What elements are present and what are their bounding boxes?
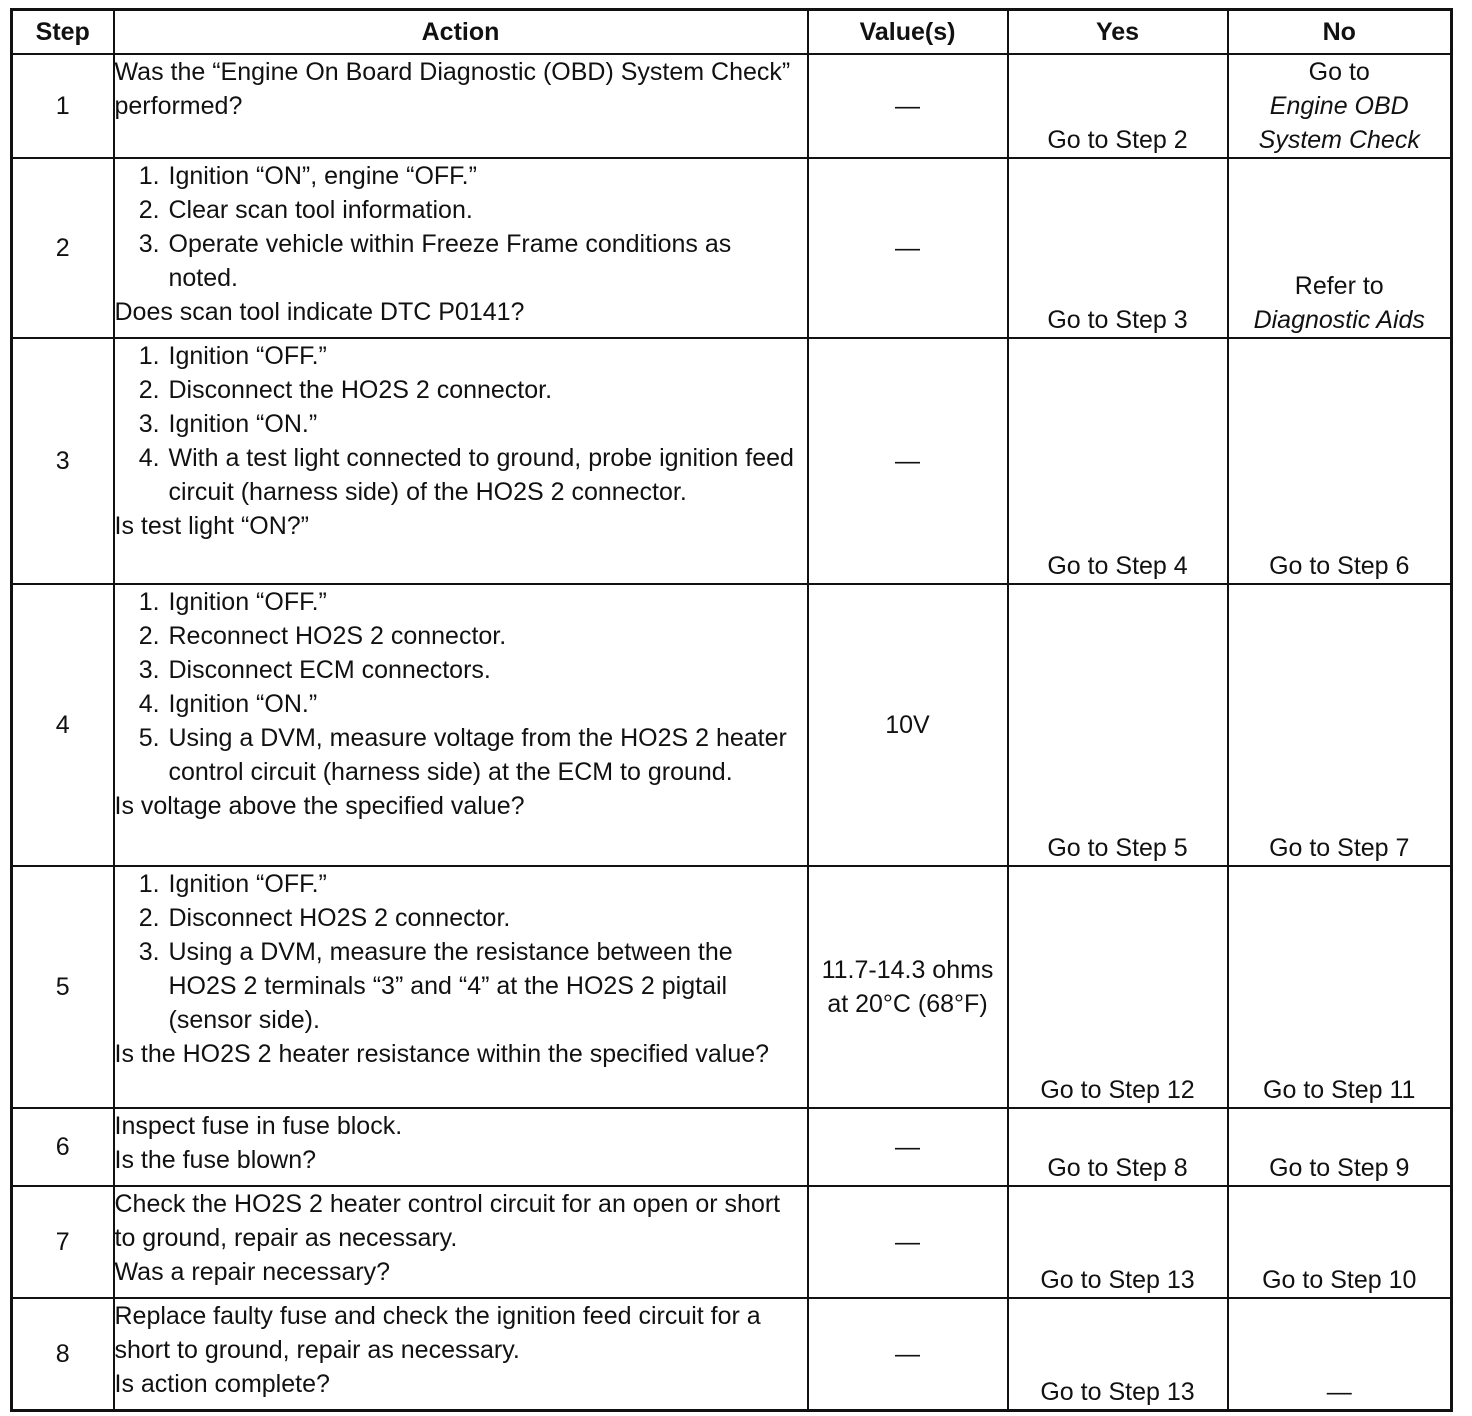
action-step-item: 1. Ignition “OFF.” — [167, 867, 807, 901]
step-number: 6 — [12, 1108, 114, 1186]
action-cell — [114, 338, 808, 584]
action-cell — [114, 1186, 808, 1298]
no-result-reference: Diagnostic Aids — [1253, 306, 1425, 334]
yes-result: Go to Step 12 — [1008, 866, 1228, 1108]
table-row — [12, 158, 1452, 338]
value-cell: — — [808, 54, 1008, 158]
table-row — [12, 584, 1452, 866]
value-cell: — — [808, 158, 1008, 338]
action-intro: Was the “Engine On Board Diagnostic (OBD) System Check” performed? — [114, 58, 791, 120]
no-result-text: Refer to — [1294, 272, 1384, 300]
action-steps-list — [115, 339, 807, 509]
action-question: Is the HO2S 2 heater resistance within the specified value? — [114, 1040, 770, 1068]
action-intro: Inspect fuse in fuse block. — [114, 1112, 403, 1140]
step-number: 7 — [12, 1186, 114, 1298]
action-question: Does scan tool indicate DTC P0141? — [114, 298, 525, 326]
action-steps-list — [115, 585, 807, 789]
action-step-item: 4. With a test light connected to ground, probe ignition feed circuit (harness side) of the HO2S 2 connector. — [167, 441, 807, 509]
step-number: 2 — [12, 158, 114, 338]
action-step-item: 3. Disconnect ECM connectors. — [167, 653, 807, 687]
header-no: No — [1228, 10, 1452, 55]
step-number: 5 — [12, 866, 114, 1108]
no-result — [1228, 1186, 1452, 1298]
action-intro: Replace faulty fuse and check the ignition feed circuit for a short to ground, repair as necessary. — [114, 1302, 761, 1364]
table-row — [12, 54, 1452, 158]
action-step-item: 1. Ignition “OFF.” — [167, 585, 807, 619]
no-result-text: Go to Step 7 — [1269, 834, 1410, 862]
value-cell: — — [808, 1108, 1008, 1186]
table-row — [12, 1298, 1452, 1410]
no-result-text: Go to Step 9 — [1269, 1154, 1410, 1182]
action-cell — [114, 1108, 808, 1186]
yes-result: Go to Step 13 — [1008, 1298, 1228, 1410]
no-result-reference: Engine OBD System Check — [1258, 92, 1420, 154]
no-result-text: — — [1326, 1377, 1352, 1406]
table-row — [12, 866, 1452, 1108]
header-row — [12, 10, 1452, 55]
value-cell: — — [808, 338, 1008, 584]
action-step-item: 2. Reconnect HO2S 2 connector. — [167, 619, 807, 653]
action-cell — [114, 1298, 808, 1410]
action-step-item: 5. Using a DVM, measure voltage from the HO2S 2 heater control circuit (harness side) at the ECM to ground. — [167, 721, 807, 789]
yes-result: Go to Step 3 — [1008, 158, 1228, 338]
action-cell — [114, 158, 808, 338]
value-cell: — — [808, 1186, 1008, 1298]
no-result — [1228, 158, 1452, 338]
step-number: 4 — [12, 584, 114, 866]
yes-result: Go to Step 8 — [1008, 1108, 1228, 1186]
action-step-item: 4. Ignition “ON.” — [167, 687, 807, 721]
action-cell — [114, 866, 808, 1108]
no-result-text: Go to Step 10 — [1262, 1266, 1417, 1294]
action-step-item: 1. Ignition “ON”, engine “OFF.” — [167, 159, 807, 193]
step-number: 1 — [12, 54, 114, 158]
header-action: Action — [114, 10, 808, 55]
no-result — [1228, 54, 1452, 158]
action-intro: Check the HO2S 2 heater control circuit for an open or short to ground, repair as necessary. — [114, 1190, 781, 1252]
action-step-item: 3. Ignition “ON.” — [167, 407, 807, 441]
value-cell: — — [808, 1298, 1008, 1410]
action-cell — [114, 54, 808, 158]
value-cell: 10V — [808, 584, 1008, 866]
value-cell: 11.7-14.3 ohms at 20°C (68°F) — [808, 866, 1008, 1108]
no-result — [1228, 1108, 1452, 1186]
action-question: Is action complete? — [114, 1370, 330, 1398]
step-number: 3 — [12, 338, 114, 584]
step-number: 8 — [12, 1298, 114, 1410]
diagnostic-table — [10, 8, 1453, 1412]
action-step-item: 2. Clear scan tool information. — [167, 193, 807, 227]
action-question: Was a repair necessary? — [114, 1258, 391, 1286]
action-step-item: 1. Ignition “OFF.” — [167, 339, 807, 373]
action-step-item: 3. Operate vehicle within Freeze Frame conditions as noted. — [167, 227, 807, 295]
header-yes: Yes — [1008, 10, 1228, 55]
action-steps-list — [115, 159, 807, 295]
header-values: Value(s) — [808, 10, 1008, 55]
action-question: Is test light “ON?” — [114, 512, 309, 540]
header-step: Step — [12, 10, 114, 55]
no-result-text: Go to — [1308, 58, 1370, 86]
yes-result: Go to Step 4 — [1008, 338, 1228, 584]
table-row — [12, 1108, 1452, 1186]
no-result — [1228, 866, 1452, 1108]
action-step-item: 3. Using a DVM, measure the resistance between the HO2S 2 terminals “3” and “4” at the HO2S 2 pigtail (sensor side). — [167, 935, 807, 1037]
action-question: Is the fuse blown? — [114, 1146, 317, 1174]
no-result-text: Go to Step 11 — [1263, 1076, 1416, 1104]
action-question: Is voltage above the specified value? — [114, 792, 525, 820]
action-step-item: 2. Disconnect HO2S 2 connector. — [167, 901, 807, 935]
yes-result: Go to Step 2 — [1008, 54, 1228, 158]
table-row — [12, 338, 1452, 584]
no-result — [1228, 584, 1452, 866]
action-steps-list — [115, 867, 807, 1037]
action-cell — [114, 584, 808, 866]
no-result — [1228, 338, 1452, 584]
no-result — [1228, 1298, 1452, 1410]
no-result-text: Go to Step 6 — [1269, 552, 1410, 580]
yes-result: Go to Step 5 — [1008, 584, 1228, 866]
table-row — [12, 1186, 1452, 1298]
action-step-item: 2. Disconnect the HO2S 2 connector. — [167, 373, 807, 407]
yes-result: Go to Step 13 — [1008, 1186, 1228, 1298]
